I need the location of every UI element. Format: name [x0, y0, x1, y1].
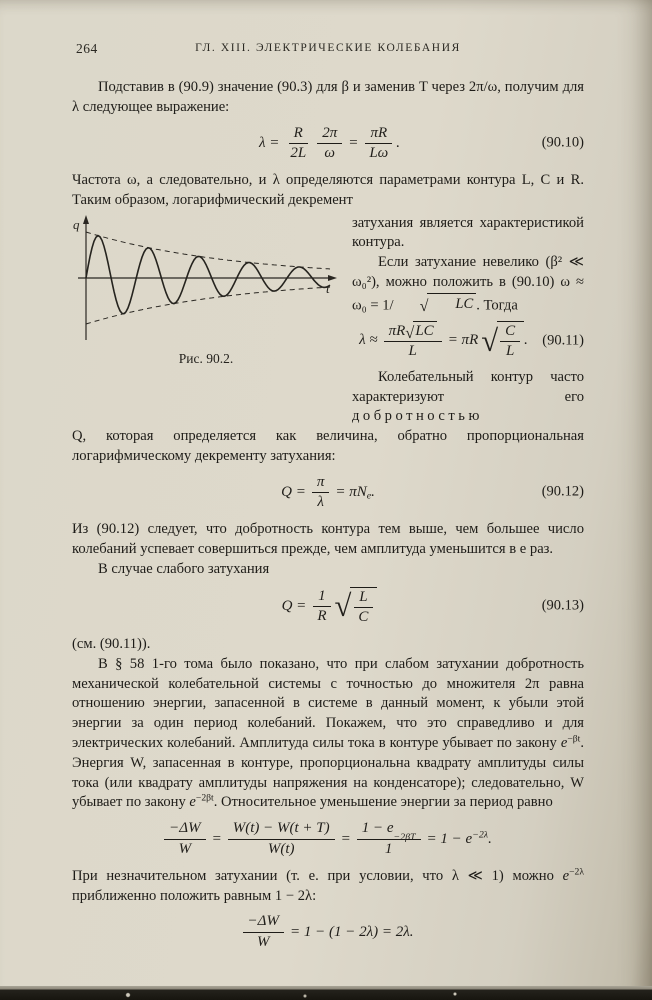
radical-sign: √ [419, 298, 429, 316]
eq10-equals: = [348, 134, 359, 151]
superscript-exponent: −2λ [472, 829, 489, 841]
superscript-exponent: −βt [567, 733, 581, 745]
eq12-lhs: Q = [281, 483, 306, 500]
sqrt-c-over-l [481, 321, 524, 361]
sqrt-lc: √ LC [405, 321, 436, 340]
axis-label-t: t [326, 280, 330, 296]
paragraph-q-meaning: Из (90.12) следует, что добротность контура тем выше, чем большее число колебаний успевает совершиться прежде, чем амплитуда уменьшится в e раз. [72, 521, 584, 557]
equation-number: (90.13) [541, 597, 584, 614]
chapter-title: ГЛ. XIII. ЭЛЕКТРИЧЕСКИЕ КОЛЕБАНИЯ [195, 42, 461, 54]
fraction: $\frac{1}{R}$ [312, 588, 331, 626]
paragraph-substitute: Подставив в (90.9) значение (90.3) для β и заменив T через 2π/ω, получим для λ следующее выражение: [72, 79, 584, 115]
page-number: 264 [76, 41, 98, 56]
equation-90-10 [72, 125, 584, 163]
page-header [72, 42, 584, 54]
eq11-lhs: λ ≈ [359, 332, 378, 349]
equation-final: $\frac{-\Delta W}{W}$ = 1 − (1 − 2λ) = 2λ. [72, 913, 584, 951]
equation-number: (90.12) [541, 483, 584, 500]
eq13-lhs: Q = [281, 597, 307, 614]
fraction: $\frac{-\Delta W}{W}$ [164, 820, 205, 858]
radical-sign: √ [405, 322, 415, 342]
fraction: $\frac{R}{2L}$ [290, 124, 307, 161]
wrapped-text-column [352, 214, 584, 427]
emphasized-term: добротностью [352, 408, 483, 425]
superscript-exponent: −2λ [569, 866, 584, 878]
eq10-period: . [396, 134, 401, 151]
paragraph-frequency-continued: затухания является характеристикой контура. [352, 214, 584, 251]
fraction: $\frac{-\Delta W}{W}$ [243, 913, 284, 951]
equation-90-11 [352, 321, 584, 361]
radical-sign: √ [334, 589, 352, 624]
superscript-exponent: −2βt [195, 793, 214, 805]
eq11-equals: = πR [447, 332, 479, 349]
equation-number: (90.11) [542, 332, 584, 349]
eq12-rhs: = $\pi N_e$. [335, 483, 375, 502]
paragraph-quality-factor: Колебательный контур часто характеризуют его добротностью [352, 368, 584, 425]
envelope-lower [86, 287, 330, 324]
fraction: $\frac{C}{L}$ [500, 323, 520, 361]
fraction: $\frac{L}{C}$ [353, 589, 373, 627]
envelope-upper [86, 232, 330, 269]
fraction: 1 − e −2βT 1 [357, 820, 421, 858]
fraction: $\frac{2\pi}{\omega}$ [317, 125, 342, 163]
paragraph-quality-factor-continued: Q, которая определяется как величина, обратно пропорциональная логарифмическому декременту затухания: [72, 428, 584, 464]
fraction: πR √ LC L [384, 321, 442, 361]
figure-text-section [72, 214, 584, 427]
paragraph-small-damping: Если затухание невелико (β² ≪ ω₀²), можно положить в (90.10) ω ≈ ω₀ = 1/ √ LC . Тогда [352, 254, 584, 316]
axis-label-q: q [73, 216, 80, 232]
y-axis-arrow-icon [83, 215, 89, 224]
paragraph-weak-damping: В случае слабого затухания [98, 560, 270, 577]
paragraph-see-ref: (см. (90.11)). [72, 636, 151, 653]
eq10-lhs: λ = [258, 134, 280, 151]
damped-wave-path [86, 235, 330, 313]
figure-caption: Рис. 90.2. [178, 350, 234, 366]
eq11-period: . [524, 332, 528, 349]
fraction: $\frac{\pi R}{L\omega}$ [364, 125, 393, 163]
sqrt-lc-inline: √ LC [394, 293, 477, 315]
page-content [72, 42, 584, 960]
paragraph-frequency: Частота ω, а следовательно, и λ определяются параметрами контура L, C и R. Таким образом, логарифмический декремент [72, 172, 584, 208]
figure-90-2 [72, 214, 340, 427]
damped-oscillation-graph [72, 214, 340, 346]
equation-number: (90.10) [541, 134, 584, 151]
paragraph-small-lambda: При незначительном затухании (т. е. при условии, что λ ≪ 1) можно $e^{-2\lambda}$ приближенно положить равным 1 − 2λ: [72, 866, 584, 904]
equation-90-12 [72, 474, 584, 512]
subscript-e: e [366, 490, 372, 502]
radical-sign: √ [481, 323, 499, 358]
fraction: $\frac{W(t) - W(t + T)}{W(t)}$ [228, 820, 335, 858]
paragraph-energy: В § 58 1-го тома было показано, что при слабом затухании добротность механической колебательной системы с точностью до множителя 2π равна отношению энергии, запасенной в системе в данный момент, к убыли этой энергии за один период колебаний. Покажем, что это справедливо и для электрических колебаний. Амплитуда силы тока в контуре убывает по закону $e^{-\beta t}$. Энергия W, запасенная в контуре, пропорциональна квадрату амплитуды силы тока (или квадрату амплитуды напряжения на конденсаторе); следовательно, W убывает по закону $e^{-2\beta t}$. Относительное уменьшение энергии за период равно [72, 655, 584, 811]
fraction: $\frac{\pi}{\lambda}$ [312, 474, 330, 512]
equation-90-13 [72, 587, 584, 627]
sqrt-l-over-c [334, 587, 377, 627]
equation-energy-loss: $\frac{-\Delta W}{W}$ = $\frac{W(t) - W(t + T)}{W(t)}$ = 1 − e −2βT 1 = $1 - e^{-2\lambda}$. [72, 820, 584, 858]
page-bottom-edge [0, 986, 652, 1000]
